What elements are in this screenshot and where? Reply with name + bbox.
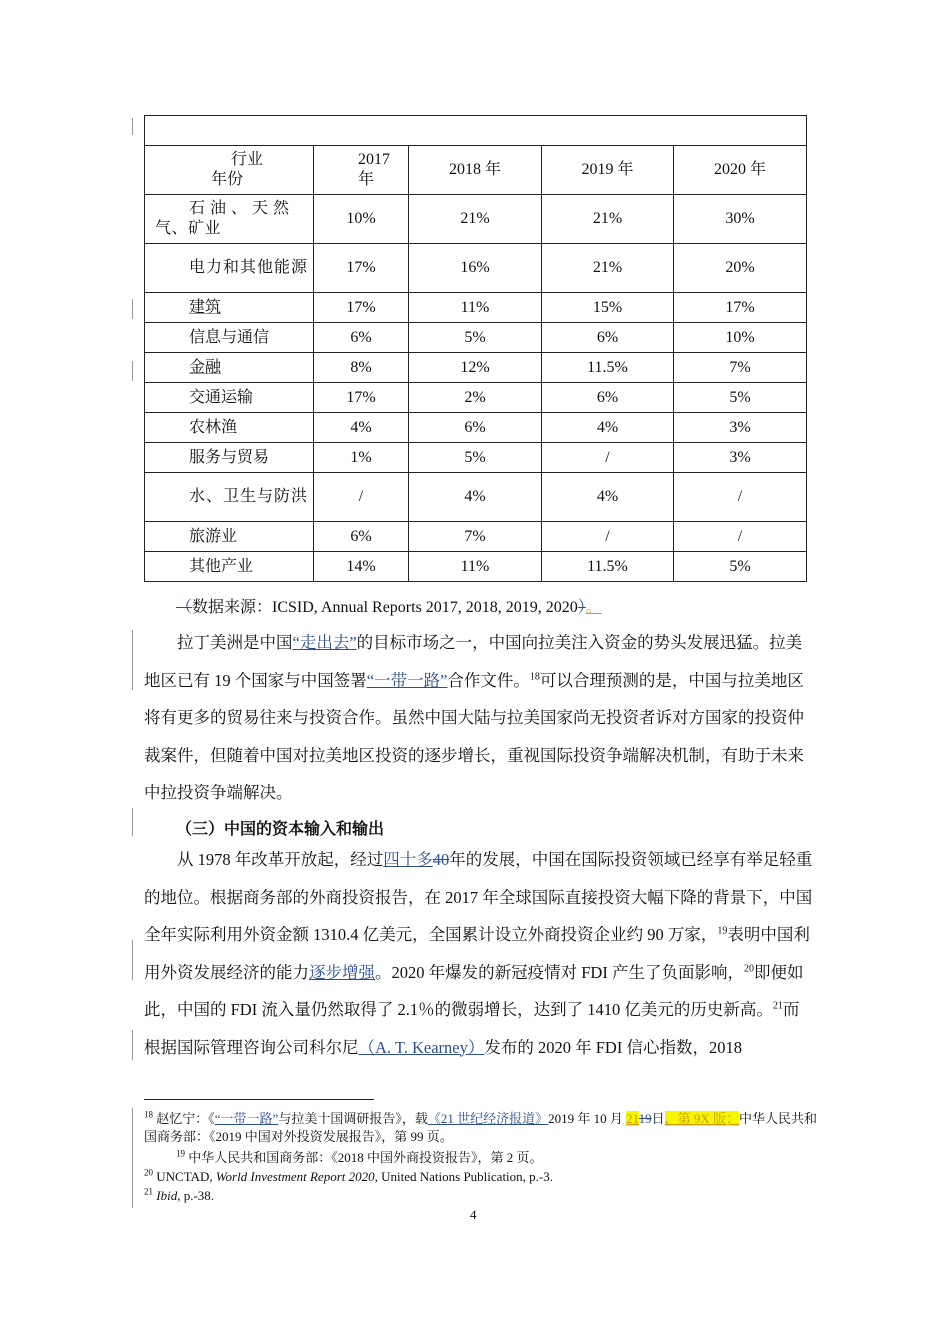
table-blank-row (145, 116, 807, 146)
industry-investment-table (144, 115, 807, 582)
footnote-19 (176, 1149, 856, 1167)
footnote-separator (144, 1099, 374, 1100)
industry-name-text: 建筑 (189, 298, 222, 316)
cell-value: 10% (314, 195, 409, 244)
cell-value: 17% (674, 293, 807, 323)
cell-value: 14% (314, 552, 409, 582)
para-text: 拉丁美洲是中国 (177, 633, 293, 652)
table-row (145, 195, 807, 244)
cell-value: 4% (314, 413, 409, 443)
header-year-2019: 2019 年 (542, 146, 674, 195)
cell-value: 6% (314, 323, 409, 353)
cell-value: 4% (409, 473, 542, 522)
header-industry-label: 行业 (231, 151, 264, 168)
para-text: 而根据国际管理咨询公司科尔尼 (144, 1000, 800, 1057)
para-text: 即便如此，中国的 FDI 流入量仍然取得了 2.1％的微弱增长，达到了 1410 亿美元的历史新高。 (144, 962, 804, 1019)
footnote-text: 赵忆宁：《 (153, 1111, 215, 1126)
inserted-quote: “一带一路” (366, 670, 448, 690)
paragraph-latin-america (144, 624, 814, 812)
table-row (145, 293, 807, 323)
page-number: 4 (470, 1207, 477, 1222)
cell-value: 2% (409, 383, 542, 413)
footnote-text: 中华人民共和国商务部：《2018 中国外商投资报告》，第 2 页。 (185, 1150, 543, 1165)
cell-value: 4% (542, 473, 674, 522)
cell-value: / (542, 522, 674, 552)
cell-value: 6% (542, 323, 674, 353)
cell-value: 21% (542, 195, 674, 244)
footnote-18 (144, 1110, 824, 1146)
deleted-paren: （ (176, 599, 193, 616)
industry-name: 石 油 、 天 然 气、矿业 (145, 195, 314, 244)
header-year-2017: 2017 年 (314, 146, 409, 195)
table-row (145, 323, 807, 353)
highlighted-insert: 21 (626, 1111, 639, 1126)
cell-value: 17% (314, 383, 409, 413)
header-year-label: 年份 (211, 171, 244, 188)
para-text: 年的发展，中国在国际投资领域已经享有举足轻重的地位。根据商务部的外商投资报告，在 2017 年全球国际直接投资大幅下降的背景下，中国全年实际利用外资金额 1310.4 亿美元，全国累计设立外商投资企业约 90 万家， (144, 850, 813, 944)
para-text: 的目标市场之一，中国向拉美注入资金的势头发展迅猛。拉美地区已有 19 个国家与中国签署 (144, 633, 803, 690)
change-bar (132, 1108, 133, 1208)
footnote-number: 21 (144, 1186, 153, 1197)
industry-name: 信息与通信 (145, 323, 314, 353)
change-bar (132, 808, 133, 836)
change-bar (132, 299, 133, 319)
footnote-text: , United Nations Publication, p.-3. (374, 1169, 553, 1184)
change-bar (132, 1030, 133, 1060)
cell-value: 6% (409, 413, 542, 443)
inserted-quote: “一带一路” (214, 1111, 279, 1126)
change-bar (132, 940, 133, 980)
table-row (145, 413, 807, 443)
cell-value: 7% (409, 522, 542, 552)
footnote-title: World Investment Report 2020 (215, 1169, 375, 1184)
table-row (145, 552, 807, 582)
industry-name: 服务与贸易 (145, 443, 314, 473)
footnote-20 (144, 1168, 824, 1186)
industry-name: 旅游业 (145, 522, 314, 552)
industry-name-text: 金融 (189, 358, 222, 376)
table-row (145, 383, 807, 413)
change-bar (132, 630, 133, 690)
cell-value: 5% (409, 443, 542, 473)
cell-value: 11% (409, 293, 542, 323)
cell-value: / (314, 473, 409, 522)
change-bar (132, 361, 133, 381)
cell-value: 5% (674, 383, 807, 413)
industry-name (145, 293, 314, 323)
footnote-21 (144, 1187, 824, 1205)
industry-name: 水、卫生与防洪 (145, 473, 314, 522)
cell-value: 12% (409, 353, 542, 383)
cell-value: 5% (674, 552, 807, 582)
cell-value: 16% (409, 244, 542, 293)
footnote-ref[interactable]: 21 (772, 1000, 783, 1012)
cell-value: 11% (409, 552, 542, 582)
footnote-ref[interactable]: 18 (529, 671, 540, 682)
inserted-text: 四十多 (383, 850, 433, 869)
para-text: 合作文件。 (447, 670, 530, 690)
cell-value: / (674, 473, 807, 522)
cell-value: / (674, 522, 807, 552)
cell-value: 7% (674, 353, 807, 383)
cell-value: 6% (314, 522, 409, 552)
table-header-row (145, 146, 807, 195)
deleted-paren: ） (577, 599, 586, 616)
footnote-text: , p.-38. (177, 1188, 215, 1203)
table-row (145, 353, 807, 383)
cell-value: 3% (674, 413, 807, 443)
para-text: 从 1978 年改革开放起，经过 (177, 850, 384, 869)
cell-value: 17% (314, 244, 409, 293)
cell-value: 6% (542, 383, 674, 413)
cell-value: 3% (674, 443, 807, 473)
table-source-note (176, 598, 602, 618)
inserted-quote: “走出去” (292, 633, 357, 652)
footnote-ref[interactable]: 19 (717, 925, 728, 937)
footnote-number: 20 (144, 1167, 153, 1178)
source-text: 数据来源：ICSID, Annual Reports 2017, 2018, 2019, 2020 (192, 599, 578, 616)
table-row (145, 473, 807, 522)
highlighted-insert: ，第 9X 版； (664, 1111, 740, 1126)
footnote-text: 2019 年 10 月 (548, 1111, 627, 1126)
table-row (145, 443, 807, 473)
cell-value: 11.5% (542, 552, 674, 582)
industry-name: 其他产业 (145, 552, 314, 582)
footnote-text: 与拉美十国调研报告》，载 (278, 1111, 428, 1126)
inserted-period: 。 (585, 599, 602, 616)
cell-value: / (542, 443, 674, 473)
footnote-text: UNCTAD, (153, 1169, 216, 1184)
cell-value: 8% (314, 353, 409, 383)
section-heading: （三）中国的资本输入和输出 (176, 819, 385, 838)
footnote-title: Ibid (156, 1188, 178, 1203)
deleted-text: 40 (432, 850, 450, 869)
cell-value: 30% (674, 195, 807, 244)
change-bar (132, 118, 133, 135)
para-text: 发布的 2020 年 FDI 信心指数，2018 (484, 1037, 742, 1057)
para-text: 可以合理预测的是，中国与拉美地区将有更多的贸易往来与投资合作。虽然中国大陆与拉美国家尚无投资者诉对方国家的投资仲裁案件，但随着中国对拉美地区投资的逐步增长，重视国际投资争端解决机制，有助于未来中拉投资争端解决。 (144, 670, 804, 802)
header-year-2018: 2018 年 (409, 146, 542, 195)
table-row (145, 522, 807, 552)
industry-name: 交通运输 (145, 383, 314, 413)
cell-value: 11.5% (542, 353, 674, 383)
cell-value: 4% (542, 413, 674, 443)
para-text: 表明中国利用外资发展经济的能力 (144, 925, 810, 982)
industry-name: 农林渔 (145, 413, 314, 443)
footnote-text: 日 (651, 1111, 665, 1126)
para-text: 。2020 年爆发的新冠疫情对 FDI 产生了负面影响， (375, 962, 744, 982)
cell-value: 5% (409, 323, 542, 353)
table-row (145, 244, 807, 293)
header-corner-cell (145, 146, 314, 195)
cell-value: 1% (314, 443, 409, 473)
footnote-number: 18 (144, 1109, 153, 1120)
paragraph-capital-flows (144, 841, 814, 1066)
footnote-text: 中华人民共和国商务部：《2019 中国对外投资发展报告》，第 99 页。 (144, 1111, 818, 1144)
deleted-text: 19 (638, 1111, 652, 1126)
inserted-text: 逐步增强 (309, 962, 375, 982)
footnote-ref[interactable]: 20 (743, 963, 754, 974)
industry-name (145, 353, 314, 383)
cell-value: 20% (674, 244, 807, 293)
industry-name: 电力和其他能源 (145, 244, 314, 293)
header-year-2020: 2020 年 (674, 146, 807, 195)
footnote-number: 19 (176, 1148, 185, 1159)
cell-value: 21% (542, 244, 674, 293)
inserted-text: （A. T. Kearney） (358, 1037, 485, 1057)
cell-value: 15% (542, 293, 674, 323)
inserted-text: 《21 世纪经济报道》 (427, 1111, 549, 1126)
cell-value: 21% (409, 195, 542, 244)
cell-value: 17% (314, 293, 409, 323)
cell-value: 10% (674, 323, 807, 353)
